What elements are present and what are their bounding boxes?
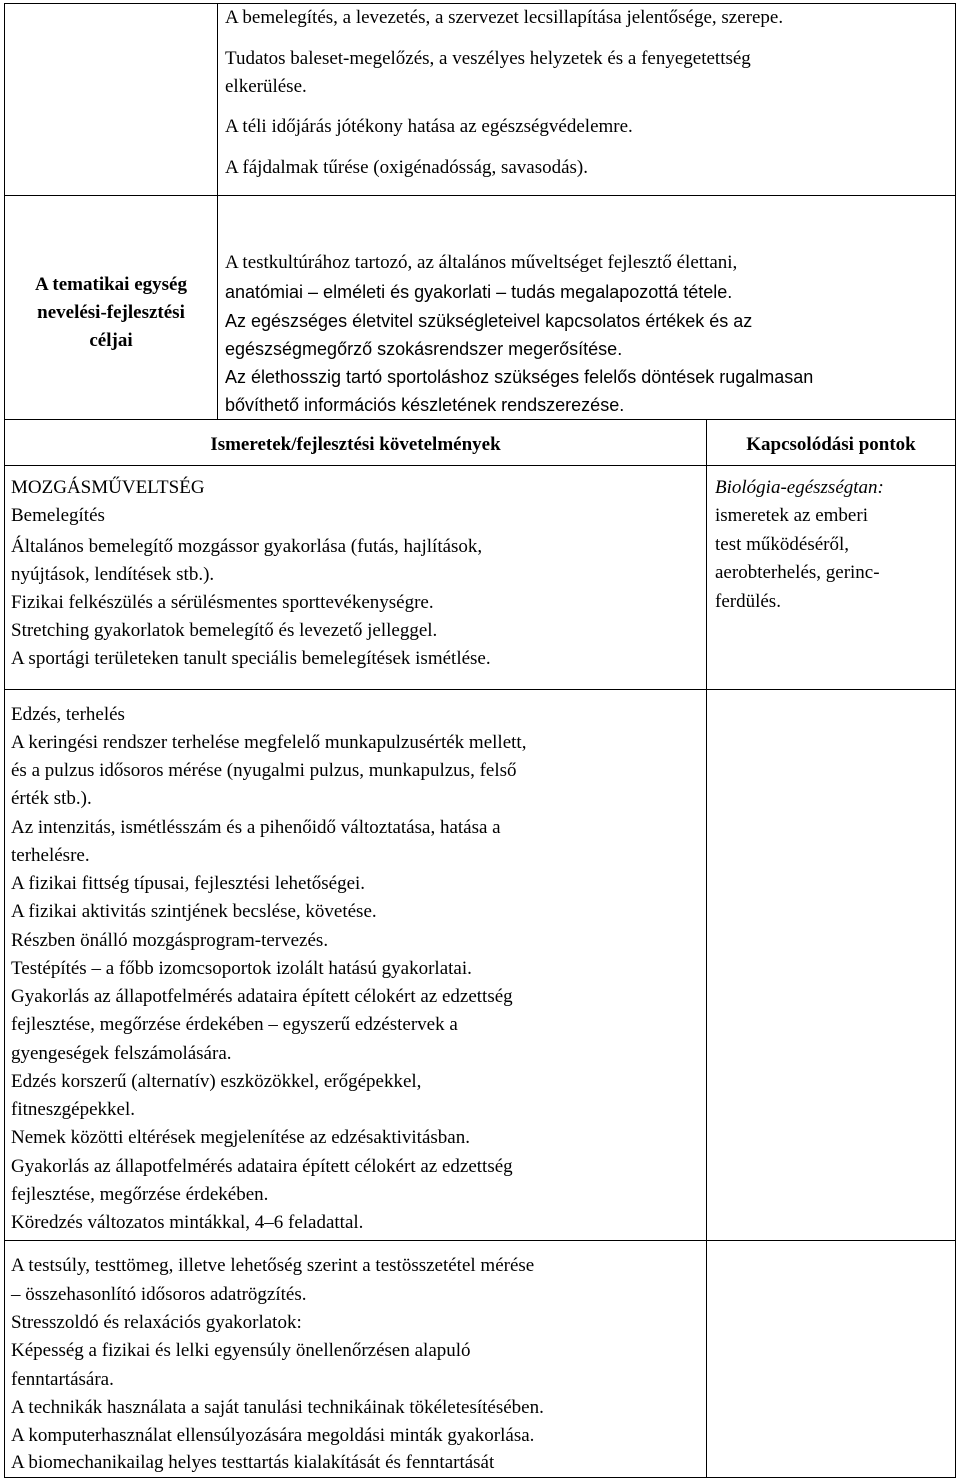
row-divider-3 xyxy=(4,465,956,466)
goals-line: Az élethosszig tartó sportoláshoz szükséges felelős döntések rugalmasan xyxy=(225,367,814,387)
section-heading: MOZGÁSMŰVELTSÉG xyxy=(11,477,205,498)
content-line: Gyakorlás az állapotfelmérés adataira épített célokért az edzettség xyxy=(11,986,513,1007)
requirements-header: Ismeretek/fejlesztési követelmények xyxy=(210,434,501,455)
top-row-line: A téli időjárás jótékony hatása az egészségvédelemre. xyxy=(225,116,633,137)
goals-line: bővíthető információs készletének rendszerezése. xyxy=(225,395,625,415)
top-row-line: A bemelegítés, a levezetés, a szervezet lecsillapítása jelentősége, szerepe. xyxy=(225,7,784,28)
content-line: fejlesztése, megőrzése érdekében. xyxy=(11,1184,269,1205)
content-line: Stretching gyakorlatok bemelegítő és levezető jelleggel. xyxy=(11,620,438,641)
content-line: Az intenzitás, ismétlésszám és a pihenőidő változtatása, hatása a xyxy=(11,817,501,838)
subsection-heading: Edzés, terhelés xyxy=(11,704,125,725)
content-line: A fizikai fittség típusai, fejlesztési lehetőségei. xyxy=(11,873,366,894)
label-column-divider xyxy=(217,3,218,420)
content-line: A biomechanikailag helyes testtartás kialakítását és fenntartását xyxy=(11,1452,495,1473)
links-subject: Biológia-egészségtan: xyxy=(715,477,884,498)
top-row-line: A fájdalmak tűrése (oxigénadósság, savasodás). xyxy=(225,157,589,178)
links-line: aerobterhelés, gerinc- xyxy=(715,562,880,583)
row-divider-5 xyxy=(4,1240,956,1241)
goals-line: egészségmegőrző szokásrendszer megerősítése. xyxy=(225,339,623,359)
row-divider-4 xyxy=(4,689,956,690)
content-line: A keringési rendszer terhelése megfelelő munkapulzusérték mellett, xyxy=(11,732,527,753)
content-line: és a pulzus idősoros mérése (nyugalmi pulzus, munkapulzus, felső xyxy=(11,760,517,781)
content-line: nyújtások, lendítések stb.). xyxy=(11,564,215,585)
content-line: gyengeségek felszámolására. xyxy=(11,1043,232,1064)
content-line: – összehasonlító idősoros adatrögzítés. xyxy=(11,1284,307,1305)
content-line: Gyakorlás az állapotfelmérés adataira épített célokért az edzettség xyxy=(11,1156,513,1177)
content-line: A technikák használata a saját tanulási technikáinak tökéletesítésében. xyxy=(11,1397,544,1418)
content-line: Edzés korszerű (alternatív) eszközökkel, erőgépekkel, xyxy=(11,1071,422,1092)
links-header: Kapcsolódási pontok xyxy=(746,434,916,455)
content-line: Képesség a fizikai és lelki egyensúly önellenőrzésen alapuló xyxy=(11,1340,471,1361)
content-line: Nemek közötti eltérések megjelenítése az edzésaktivitásban. xyxy=(11,1127,470,1148)
content-line: A testsúly, testtömeg, illetve lehetőség szerint a testösszetétel mérése xyxy=(11,1255,535,1276)
links-column-divider xyxy=(706,419,707,1478)
content-line: Testépítés – a főbb izomcsoportok izolált hatású gyakorlatai. xyxy=(11,958,472,979)
content-line: A sportági területeken tanult speciális bemelegítések ismétlése. xyxy=(11,648,491,669)
table-border-bottom xyxy=(4,1477,956,1478)
content-line: A komputerhasználat ellensúlyozására megoldási minták gyakorlása. xyxy=(11,1425,535,1446)
content-line: érték stb.). xyxy=(11,788,92,809)
content-line: A fizikai aktivitás szintjének becslése, követése. xyxy=(11,901,377,922)
goals-label-line: céljai xyxy=(89,330,133,351)
row-divider-2 xyxy=(4,419,956,420)
row-divider-1 xyxy=(4,195,956,196)
content-line: fejlesztése, megőrzése érdekében – egyszerű edzéstervek a xyxy=(11,1014,458,1035)
table-border-right xyxy=(955,3,956,1478)
links-line: ismeretek az emberi xyxy=(715,505,868,526)
links-line: test működéséről, xyxy=(715,534,850,555)
content-line: fitneszgépekkel. xyxy=(11,1099,135,1120)
content-line: terhelésre. xyxy=(11,845,90,866)
content-line: Általános bemelegítő mozgássor gyakorlása (futás, hajlítások, xyxy=(11,536,483,557)
content-line: Fizikai felkészülés a sérülésmentes sporttevékenységre. xyxy=(11,592,434,613)
top-row-line: elkerülése. xyxy=(225,76,307,97)
top-row-line: Tudatos baleset-megelőzés, a veszélyes helyzetek és a fenyegetettség xyxy=(225,48,751,69)
content-line: Stresszoldó és relaxációs gyakorlatok: xyxy=(11,1312,302,1333)
goals-line: Az egészséges életvitel szükségleteivel kapcsolatos értékek és az xyxy=(225,311,753,331)
content-line: fenntartására. xyxy=(11,1369,114,1390)
subsection-heading: Bemelegítés xyxy=(11,505,105,526)
goals-label-line: A tematikai egység xyxy=(35,274,187,295)
goals-line: anatómiai – elméleti és gyakorlati – tudás megalapozottá tétele. xyxy=(225,282,733,302)
table-border-left xyxy=(4,3,5,1478)
content-line: Részben önálló mozgásprogram-tervezés. xyxy=(11,930,329,951)
links-line: ferdülés. xyxy=(715,591,781,612)
goals-label-line: nevelési-fejlesztési xyxy=(37,302,185,323)
goals-line: A testkultúrához tartozó, az általános műveltséget fejlesztő élettani, xyxy=(225,252,738,273)
content-line: Köredzés változatos mintákkal, 4–6 feladattal. xyxy=(11,1212,364,1233)
